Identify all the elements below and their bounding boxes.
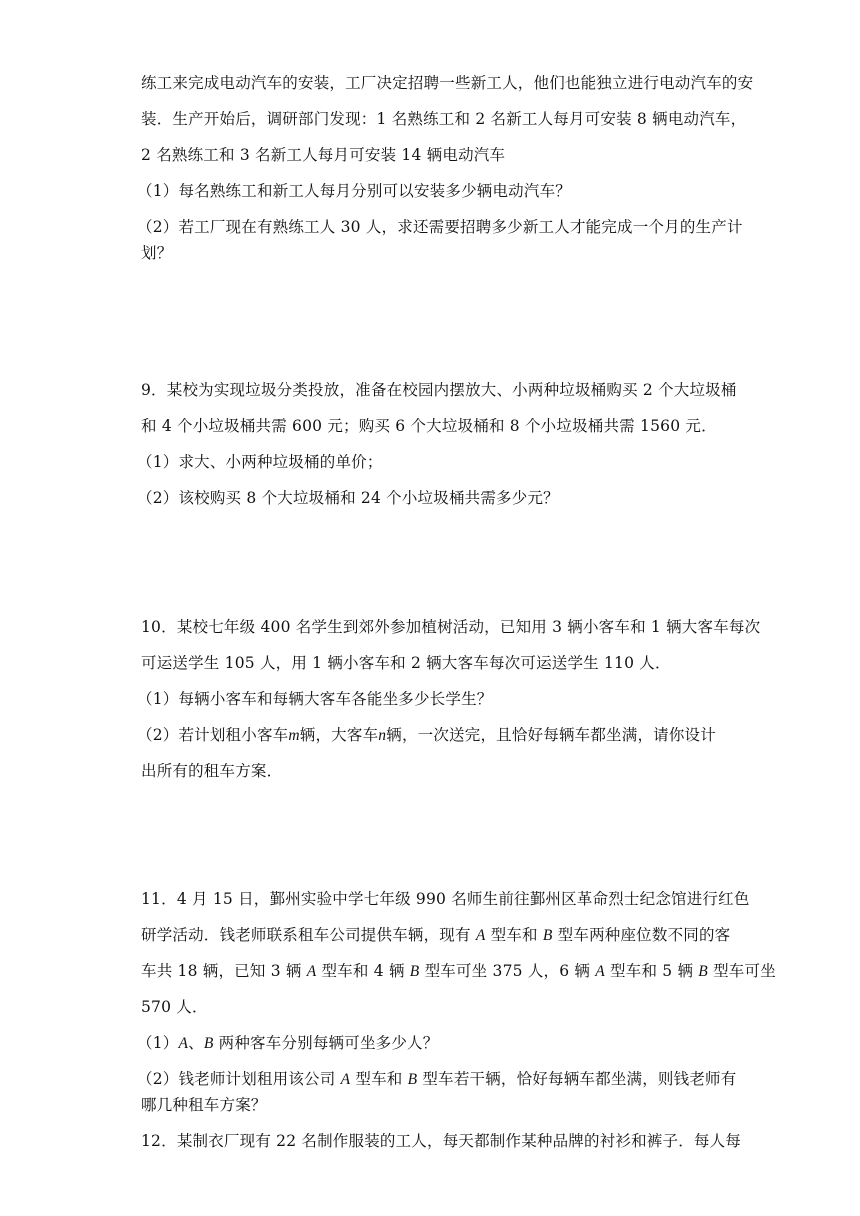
q9-part-2: （2）该校购买 8 个大垃圾桶和 24 个小垃圾桶共需多少元？	[137, 489, 559, 507]
variable-a: A	[306, 963, 317, 980]
q11-line-3-text-e: 型车可坐	[707, 962, 776, 980]
variable-m: m	[288, 727, 300, 744]
q12-line-1: 12．某制衣厂现有 22 名制作服装的工人，每天都制作某种品牌的衬衫和裤子．每人每	[141, 1132, 742, 1150]
q11-line-2	[141, 925, 730, 946]
q11-line-3-text-b: 型车和 4 辆	[316, 962, 410, 980]
variable-a: A	[595, 963, 605, 980]
variable-a: A	[178, 1035, 189, 1052]
q11-part-1-text-a: （1）	[137, 1034, 179, 1052]
q11-part-1-text-c: 两种客车分别每辆可坐多少人？	[213, 1034, 439, 1052]
variable-b: B	[409, 963, 420, 980]
q11-part-2-text-b: 型车和	[350, 1070, 408, 1088]
q8-part-2-line-1: （2）若工厂现在有熟练工人 30 人，求还需要招聘多少新工人才能完成一个月的生产计	[137, 218, 743, 236]
q11-line-1: 11．4 月 15 日，鄞州实验中学七年级 990 名师生前往鄞州区革命烈士纪念馆进行红色	[141, 890, 750, 908]
q11-part-2-line-2: 哪几种租车方案？	[141, 1096, 267, 1114]
q11-line-2-text-a: 研学活动．钱老师联系租车公司提供车辆，现有	[141, 926, 476, 944]
variable-n: n	[378, 727, 387, 744]
q8-part-1: （1）每名熟练工和新工人每月分别可以安装多少辆电动汽车？	[137, 182, 571, 200]
q10-part-2-text-a: （2）若计划租小客车	[137, 726, 289, 744]
q10-part-2-line-2: 出所有的租车方案．	[141, 762, 283, 780]
q10-line-2: 可运送学生 105 人，用 1 辆小客车和 2 辆大客车每次可运送学生 110 人．	[141, 654, 671, 672]
q8-line-3: 2 名熟练工和 3 名新工人每月可安装 14 辆电动汽车	[141, 146, 506, 164]
variable-b: B	[542, 927, 553, 944]
q10-part-2-text-b: 辆，大客车	[299, 726, 379, 744]
variable-a: A	[340, 1071, 351, 1088]
q10-line-1: 10．某校七年级 400 名学生到郊外参加植树活动，已知用 3 辆小客车和 1 辆大客车每次	[141, 618, 761, 636]
q11-part-2-text-c: 型车若干辆，恰好每辆车都坐满，则钱老师有	[417, 1070, 737, 1088]
variable-b: B	[407, 1071, 418, 1088]
q10-part-2-text-c: 辆，一次送完，且恰好每辆车都坐满，请你设计	[386, 726, 716, 744]
q8-line-1: 练工来完成电动汽车的安装，工厂决定招聘一些新工人，他们也能独立进行电动汽车的安	[141, 74, 754, 92]
q9-line-2: 和 4 个小垃圾桶共需 600 元；购买 6 个大垃圾桶和 8 个小垃圾桶共需 1560 元．	[141, 417, 717, 435]
q11-line-3	[141, 961, 776, 982]
q11-line-4: 570 人．	[141, 998, 208, 1016]
q11-line-3-text-a: 车共 18 辆，已知 3 辆	[141, 962, 307, 980]
q11-line-3-text-c: 型车可坐 375 人，6 辆	[419, 962, 596, 980]
q9-part-1: （1）求大、小两种垃圾桶的单价；	[137, 453, 383, 471]
q11-line-2-text-b: 型车和	[485, 926, 543, 944]
q11-part-1	[137, 1033, 438, 1054]
q11-line-2-text-c: 型车两种座位数不同的客	[552, 926, 731, 944]
q11-part-2-line-1	[137, 1069, 736, 1090]
q10-part-2-line-1	[137, 725, 716, 746]
q8-part-2-line-2: 划？	[141, 244, 173, 262]
q11-line-3-text-d: 型车和 5 辆	[604, 962, 699, 980]
q11-part-2-text-a: （2）钱老师计划租用该公司	[137, 1070, 341, 1088]
variable-a: A	[475, 927, 486, 944]
variable-b: B	[203, 1035, 214, 1052]
variable-b: B	[698, 963, 708, 980]
q9-line-1: 9．某校为实现垃圾分类投放，准备在校园内摆放大、小两种垃圾桶购买 2 个大垃圾桶	[141, 381, 737, 399]
q11-part-1-text-b: 、	[188, 1034, 204, 1052]
q10-part-1: （1）每辆小客车和每辆大客车各能坐多少长学生？	[137, 690, 493, 708]
q8-line-2: 装．生产开始后，调研部门发现：1 名熟练工和 2 名新工人每月可安装 8 辆电动汽车，	[141, 110, 747, 128]
